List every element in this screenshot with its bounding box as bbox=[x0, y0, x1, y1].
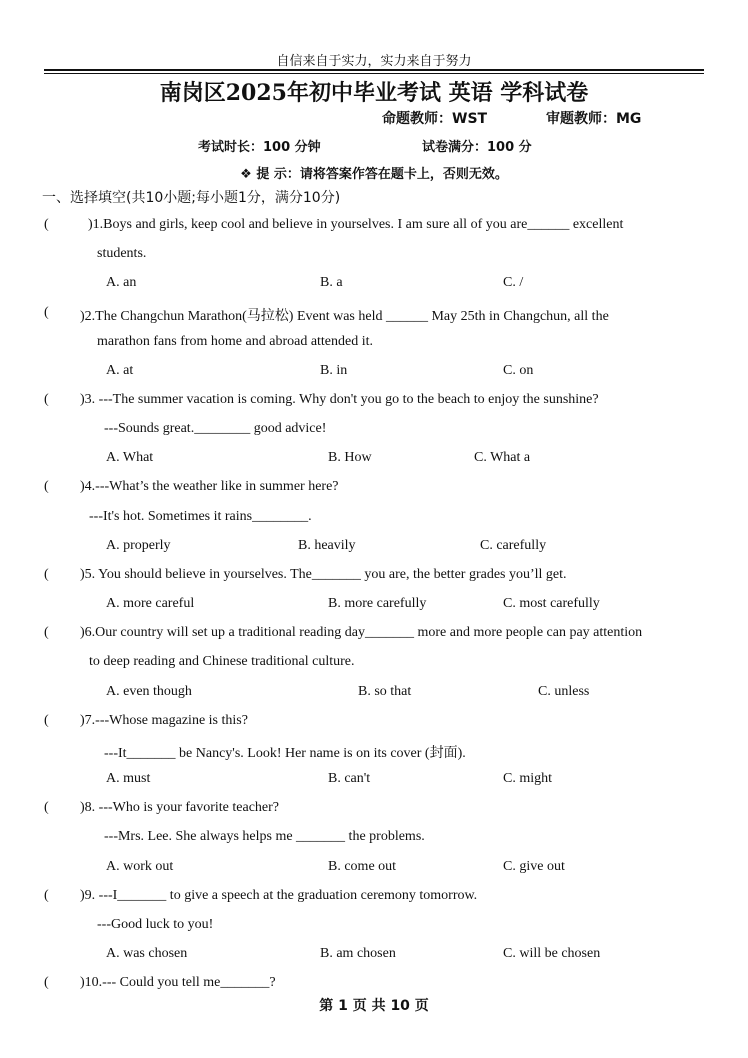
option-b: B. in bbox=[320, 363, 348, 378]
option-c: C. carefully bbox=[480, 538, 547, 553]
option-a: A. properly bbox=[106, 538, 171, 553]
option-c: C. most carefully bbox=[503, 596, 600, 611]
option-c: C. might bbox=[503, 771, 553, 786]
answer-paren: ( bbox=[44, 625, 49, 640]
question-line: )8. ---Who is your favorite teacher? bbox=[80, 800, 280, 815]
option-c: C. give out bbox=[503, 859, 565, 874]
answer-paren: ( bbox=[44, 567, 49, 582]
question-line: )4.---What’s the weather like in summer here? bbox=[80, 479, 339, 494]
exam-title: 南岗区2025年初中毕业考试 英语 学科试卷 bbox=[159, 80, 589, 106]
answer-paren: ( bbox=[44, 305, 49, 320]
question-line: students. bbox=[97, 246, 147, 261]
question-line: )5. You should believe in yourselves. The_______ you are, the better grades you’ll get. bbox=[80, 567, 567, 582]
option-c: C. on bbox=[503, 363, 534, 378]
setter-teacher: 命题教师：WST bbox=[382, 111, 488, 127]
option-a: A. an bbox=[106, 275, 137, 290]
question-line: ---Mrs. Lee. She always helps me _______ the problems. bbox=[104, 829, 425, 844]
question-line: marathon fans from home and abroad attended it. bbox=[97, 334, 374, 349]
question-line: ---Sounds great.________ good advice! bbox=[104, 421, 327, 436]
answer-paren: ( bbox=[44, 888, 49, 903]
header-rule-thin bbox=[44, 73, 704, 74]
option-a: A. at bbox=[106, 363, 134, 378]
question-line: ---It_______ be Nancy's. Look! Her name is on its cover (封面). bbox=[104, 746, 466, 761]
option-a: A. more careful bbox=[106, 596, 195, 611]
question-line: ---It's hot. Sometimes it rains________. bbox=[89, 509, 312, 524]
header-rule-thick bbox=[44, 69, 704, 71]
option-c: C. What a bbox=[474, 450, 531, 465]
answer-paren: ( bbox=[44, 392, 49, 407]
answer-paren: ( bbox=[44, 217, 49, 232]
option-a: A. was chosen bbox=[106, 946, 188, 961]
option-b: B. heavily bbox=[298, 538, 356, 553]
question-line: )2.The Changchun Marathon(马拉松) Event was held ______ May 25th in Changchun, all the bbox=[80, 309, 609, 324]
option-b: B. can't bbox=[328, 771, 371, 786]
option-b: B. come out bbox=[328, 859, 397, 874]
question-line: )10.--- Could you tell me_______? bbox=[80, 975, 276, 990]
option-a: A. work out bbox=[106, 859, 174, 874]
option-a: A. What bbox=[106, 450, 154, 465]
exam-duration: 考试时长：100 分钟 bbox=[198, 140, 321, 155]
question-line: )6.Our country will set up a traditional reading day_______ more and more people can pay attention bbox=[80, 625, 643, 640]
option-b: B. How bbox=[328, 450, 372, 465]
reviewer-teacher: 审题教师：MG bbox=[546, 111, 642, 127]
answer-paren: ( bbox=[44, 713, 49, 728]
answer-paren: ( bbox=[44, 975, 49, 990]
option-a: A. even though bbox=[106, 684, 192, 699]
option-a: A. must bbox=[106, 771, 151, 786]
question-line: )1.Boys and girls, keep cool and believe in yourselves. I am sure all of you are______ excellent bbox=[88, 217, 624, 232]
option-c: C. unless bbox=[538, 684, 590, 699]
option-b: B. a bbox=[320, 275, 343, 290]
question-line: to deep reading and Chinese traditional culture. bbox=[89, 654, 355, 669]
answer-paren: ( bbox=[44, 800, 49, 815]
option-c: C. will be chosen bbox=[503, 946, 601, 961]
answer-tip: ❖ 提 示：请将答案作答在题卡上，否则无效。 bbox=[240, 167, 508, 182]
question-line: )7.---Whose magazine is this? bbox=[80, 713, 248, 728]
option-b: B. more carefully bbox=[328, 596, 427, 611]
question-line: )9. ---I_______ to give a speech at the graduation ceremony tomorrow. bbox=[80, 888, 478, 903]
answer-paren: ( bbox=[44, 479, 49, 494]
exam-full-marks: 试卷满分：100 分 bbox=[422, 140, 532, 155]
question-line: ---Good luck to you! bbox=[97, 917, 214, 932]
section-title: 一、选择填空(共10小题;每小题1分，满分10分) bbox=[42, 190, 341, 206]
motto: 自信来自于实力，实力来自于努力 bbox=[276, 54, 472, 69]
page-number: 第 1 页 共 10 页 bbox=[319, 998, 429, 1014]
option-b: B. am chosen bbox=[320, 946, 396, 961]
option-c: C. / bbox=[503, 275, 524, 290]
question-line: )3. ---The summer vacation is coming. Why don't you go to the beach to enjoy the sunshine? bbox=[80, 392, 599, 407]
option-b: B. so that bbox=[358, 684, 412, 699]
